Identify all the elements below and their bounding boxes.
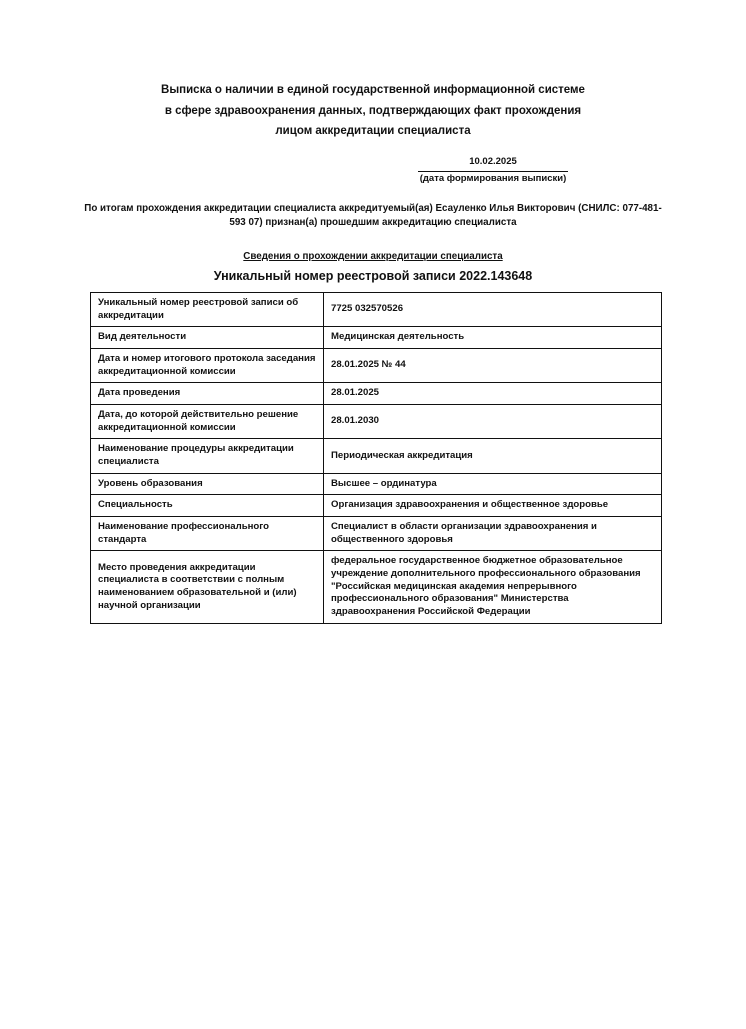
- registry-number-heading: Уникальный номер реестровой записи 2022.143648: [213, 269, 533, 284]
- row-value: Высшее – ординатура: [324, 473, 662, 495]
- row-label: Дата и номер итогового протокола заседания аккредитационной комиссии: [91, 349, 324, 383]
- formation-date-block: [418, 156, 568, 186]
- row-label: Дата проведения: [91, 383, 324, 405]
- table-row: [91, 551, 662, 623]
- row-label: Место проведения аккредитации специалиста в соответствии с полным наименованием образовательной и (или) научной организации: [91, 551, 324, 623]
- row-label: Вид деятельности: [91, 327, 324, 349]
- document-title: Выписка о наличии в единой государственной информационной системе в сфере здравоохранения данных, подтверждающих факт прохождения лицом аккредитации специалиста: [161, 84, 585, 138]
- row-label: Специальность: [91, 495, 324, 517]
- table-row: [91, 473, 662, 495]
- section-heading: Сведения о прохождении аккредитации специалиста: [243, 251, 503, 263]
- row-value: Организация здравоохранения и общественное здоровье: [324, 495, 662, 517]
- table-row: [91, 383, 662, 405]
- intro-paragraph: По итогам прохождения аккредитации специалиста аккредитуемый(ая) Есауленко Илья Викторович (СНИЛС: 077-481-593 07) признан(а) прошедшим аккредитацию специалиста: [84, 202, 662, 229]
- table-row: [91, 349, 662, 383]
- row-label: Уровень образования: [91, 473, 324, 495]
- table-row: [91, 516, 662, 550]
- row-value: Специалист в области организации здравоохранения и общественного здоровья: [324, 516, 662, 550]
- row-value: федеральное государственное бюджетное образовательное учреждение дополнительного профессионального образования "Российская медицинская академия непрерывного профессионального образования" Министерства здравоохранения Российской Федерации: [324, 551, 662, 623]
- formation-date-value: 10.02.2025: [418, 156, 568, 172]
- accreditation-table: [90, 292, 662, 623]
- row-label: Уникальный номер реестровой записи об аккредитации: [91, 293, 324, 327]
- table-row: [91, 439, 662, 473]
- row-value: 28.01.2025: [324, 383, 662, 405]
- row-label: Наименование профессионального стандарта: [91, 516, 324, 550]
- row-label: Дата, до которой действительно решение аккредитационной комиссии: [91, 405, 324, 439]
- row-label: Наименование процедуры аккредитации специалиста: [91, 439, 324, 473]
- table-row: [91, 405, 662, 439]
- table-row: [91, 327, 662, 349]
- table-row: [91, 293, 662, 327]
- row-value: 28.01.2030: [324, 405, 662, 439]
- row-value: 28.01.2025 № 44: [324, 349, 662, 383]
- formation-date-caption: (дата формирования выписки): [419, 172, 567, 184]
- row-value: Периодическая аккредитация: [324, 439, 662, 473]
- row-value: 7725 032570526: [324, 293, 662, 327]
- row-value: Медицинская деятельность: [324, 327, 662, 349]
- table-row: [91, 495, 662, 517]
